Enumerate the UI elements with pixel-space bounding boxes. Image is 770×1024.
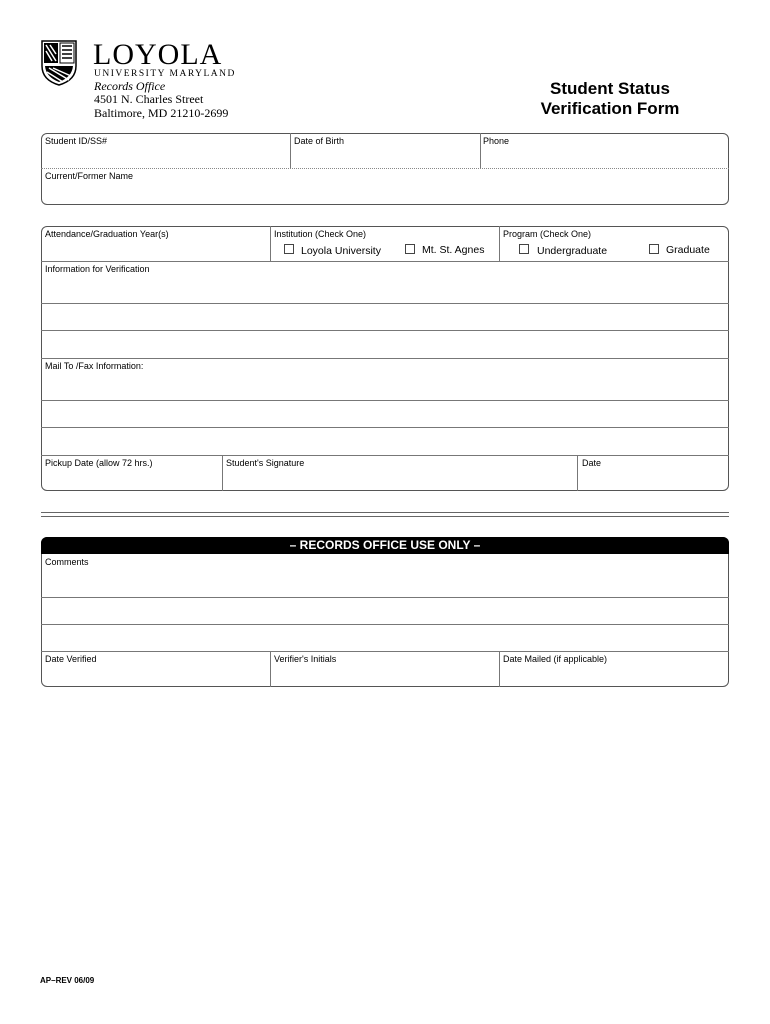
name-label: Current/Former Name <box>45 171 134 181</box>
verifier-initials-field[interactable] <box>271 665 498 685</box>
loyola-option-label: Loyola University <box>301 245 381 257</box>
records-office-banner: – RECORDS OFFICE USE ONLY – <box>41 537 729 554</box>
form-title <box>520 79 700 119</box>
divider <box>41 651 729 652</box>
divider <box>499 226 500 261</box>
divider <box>41 358 729 359</box>
institution-label: Institution (Check One) <box>274 229 367 239</box>
pickup-label: Pickup Date (allow 72 hrs.) <box>45 458 153 468</box>
undergraduate-checkbox[interactable] <box>519 244 529 254</box>
graduate-checkbox[interactable] <box>649 244 659 254</box>
office-name: Records Office <box>94 79 166 93</box>
double-rule-top <box>41 512 729 513</box>
phone-field[interactable] <box>481 147 727 167</box>
comments-field-line-1[interactable] <box>42 568 728 596</box>
info-field-line-2[interactable] <box>42 304 728 329</box>
dob-field[interactable] <box>291 147 479 167</box>
program-label: Program (Check One) <box>503 229 592 239</box>
double-rule-bottom <box>41 516 729 517</box>
student-id-field[interactable] <box>42 147 289 167</box>
divider <box>41 455 729 456</box>
brand-name: LOYOLA <box>93 38 223 71</box>
signature-label: Student's Signature <box>226 458 305 468</box>
address-line-1: 4501 N. Charles Street <box>94 92 204 106</box>
date-mailed-label: Date Mailed (if applicable) <box>503 654 608 664</box>
mt-st-agnes-checkbox[interactable] <box>405 244 415 254</box>
name-field[interactable] <box>42 182 727 203</box>
brand-subtitle: UNIVERSITY MARYLAND <box>94 69 236 79</box>
undergraduate-option-label: Undergraduate <box>537 245 608 257</box>
mt-st-agnes-option-label: Mt. St. Agnes <box>422 244 485 256</box>
years-label: Attendance/Graduation Year(s) <box>45 229 169 239</box>
mail-field-line-2[interactable] <box>42 401 728 426</box>
form-title-line-2: Verification Form <box>540 99 680 118</box>
date-label: Date <box>582 458 602 468</box>
dob-label: Date of Birth <box>294 136 345 146</box>
pickup-field[interactable] <box>42 469 221 489</box>
date-verified-label: Date Verified <box>45 654 97 664</box>
loyola-checkbox[interactable] <box>284 244 294 254</box>
divider <box>41 168 729 169</box>
divider <box>270 226 271 261</box>
mail-label: Mail To /Fax Information: <box>45 361 144 371</box>
form-title-line-1: Student Status <box>550 79 670 98</box>
student-id-label: Student ID/SS# <box>45 136 108 146</box>
date-mailed-field[interactable] <box>500 665 728 685</box>
info-field-line-3[interactable] <box>42 331 728 357</box>
verifier-initials-label: Verifier's Initials <box>274 654 337 664</box>
signature-field[interactable] <box>223 469 576 489</box>
comments-label: Comments <box>45 557 89 567</box>
info-label: Information for Verification <box>45 264 150 274</box>
phone-label: Phone <box>483 136 510 146</box>
graduate-option-label: Graduate <box>666 244 710 256</box>
date-verified-field[interactable] <box>42 665 269 685</box>
revision-code: AP–REV 06/09 <box>40 976 95 985</box>
date-field[interactable] <box>578 469 728 489</box>
mail-field-line-1[interactable] <box>42 372 728 399</box>
info-field-line-1[interactable] <box>42 275 728 302</box>
university-crest-icon <box>41 40 77 86</box>
years-field[interactable] <box>42 240 269 260</box>
mail-field-line-3[interactable] <box>42 428 728 454</box>
divider <box>41 261 729 262</box>
address-line-2: Baltimore, MD 21210-2699 <box>94 106 229 120</box>
comments-field-line-2[interactable] <box>42 598 728 623</box>
comments-field-line-3[interactable] <box>42 625 728 650</box>
